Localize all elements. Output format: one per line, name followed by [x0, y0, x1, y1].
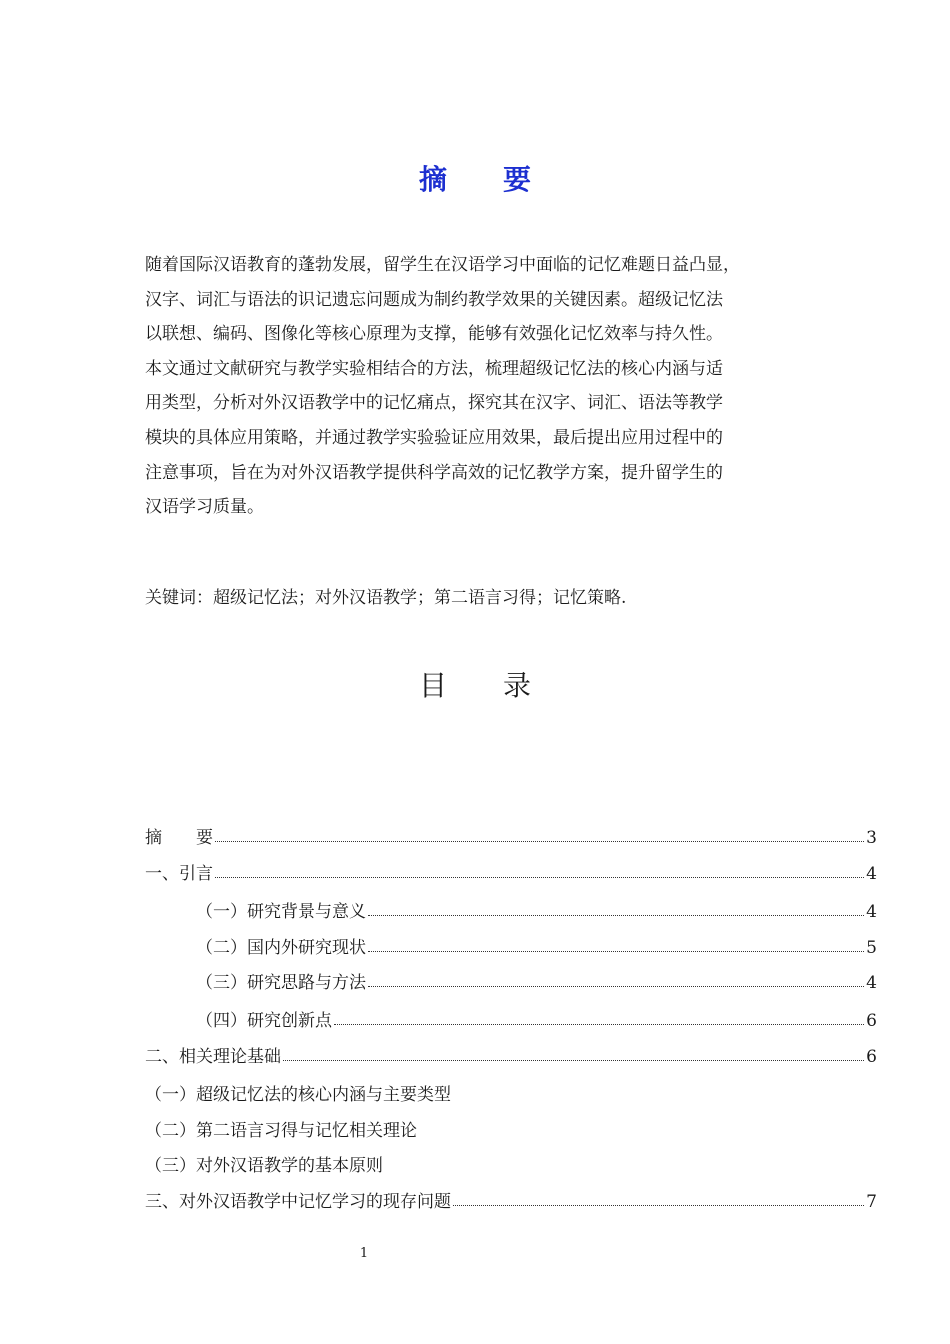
toc-entry[interactable] [145, 824, 877, 848]
toc-entry[interactable] [196, 898, 877, 922]
toc-leader-dots [215, 841, 864, 842]
abstract-title: 摘 要 [418, 163, 531, 196]
abstract-line: 注意事项，旨在为对外汉语教学提供科学高效的记忆教学方案，提升留学生的 [145, 462, 723, 483]
toc-entry[interactable] [145, 1043, 877, 1067]
abstract-line: 汉字、词汇与语法的识记遗忘问题成为制约教学效果的关键因素。超级记忆法 [145, 289, 723, 310]
toc-entry[interactable] [196, 969, 877, 993]
toc-entry-label: （一）超级记忆法的核心内涵与主要类型 [145, 1085, 451, 1105]
toc-title: 目 录 [418, 669, 531, 702]
toc-leader-dots [368, 915, 864, 916]
toc-entry-label: 二、相关理论基础 [145, 1047, 281, 1067]
toc-entry-label: （四）研究创新点 [196, 1011, 332, 1031]
toc-entry[interactable] [145, 1151, 383, 1176]
toc-entry-label: （三）研究思路与方法 [196, 973, 366, 993]
toc-entry-page: 4 [866, 973, 877, 993]
toc-entry-page: 6 [866, 1011, 877, 1031]
toc-entry-page: 7 [866, 1192, 877, 1212]
toc-leader-dots [368, 951, 864, 952]
abstract-line: 以联想、编码、图像化等核心原理为支撑，能够有效强化记忆效率与持久性。 [145, 324, 723, 345]
toc-entry-page: 4 [866, 902, 877, 922]
toc-entry[interactable] [196, 1007, 877, 1031]
abstract-line: 随着国际汉语教育的蓬勃发展，留学生在汉语学习中面临的记忆难题日益凸显， [145, 255, 740, 275]
toc-leader-dots [215, 877, 864, 878]
toc-entry[interactable] [145, 1188, 877, 1212]
toc-leader-dots [334, 1024, 864, 1025]
abstract-line: 模块的具体应用策略，并通过教学实验验证应用效果，最后提出应用过程中的 [145, 427, 723, 448]
toc-entry-label: （三）对外汉语教学的基本原则 [145, 1156, 383, 1176]
abstract-body [145, 248, 815, 525]
toc-entry-label: 三、对外汉语教学中记忆学习的现存问题 [145, 1192, 451, 1212]
toc-entry-label: 摘 要 [145, 828, 213, 848]
toc-entry-label: （二）国内外研究现状 [196, 938, 366, 958]
toc-entry[interactable] [196, 934, 877, 958]
toc-entry-page: 5 [866, 938, 877, 958]
toc-entry-page: 6 [866, 1047, 877, 1067]
toc-entry-label: （二）第二语言习得与记忆相关理论 [145, 1121, 417, 1141]
toc-entry-page: 4 [866, 864, 877, 884]
toc-leader-dots [453, 1205, 864, 1206]
toc-entry-label: 一、引言 [145, 864, 213, 884]
abstract-line: 汉语学习质量。 [145, 497, 264, 518]
toc-entry-page: 3 [866, 828, 877, 848]
toc-entry-label: （一）研究背景与意义 [196, 902, 366, 922]
keywords: 关键词：超级记忆法；对外汉语教学；第二语言习得；记忆策略. [145, 588, 627, 608]
abstract-line: 用类型，分析对外汉语教学中的记忆痛点，探究其在汉字、词汇、语法等教学 [145, 393, 723, 414]
toc-entry[interactable] [145, 1080, 451, 1105]
abstract-line: 本文通过文献研究与教学实验相结合的方法，梳理超级记忆法的核心内涵与适 [145, 358, 723, 379]
toc-entry[interactable] [145, 860, 877, 884]
page-number: 1 [359, 1246, 369, 1261]
toc-leader-dots [283, 1060, 864, 1061]
toc-entry[interactable] [145, 1116, 417, 1141]
toc-leader-dots [368, 986, 864, 987]
